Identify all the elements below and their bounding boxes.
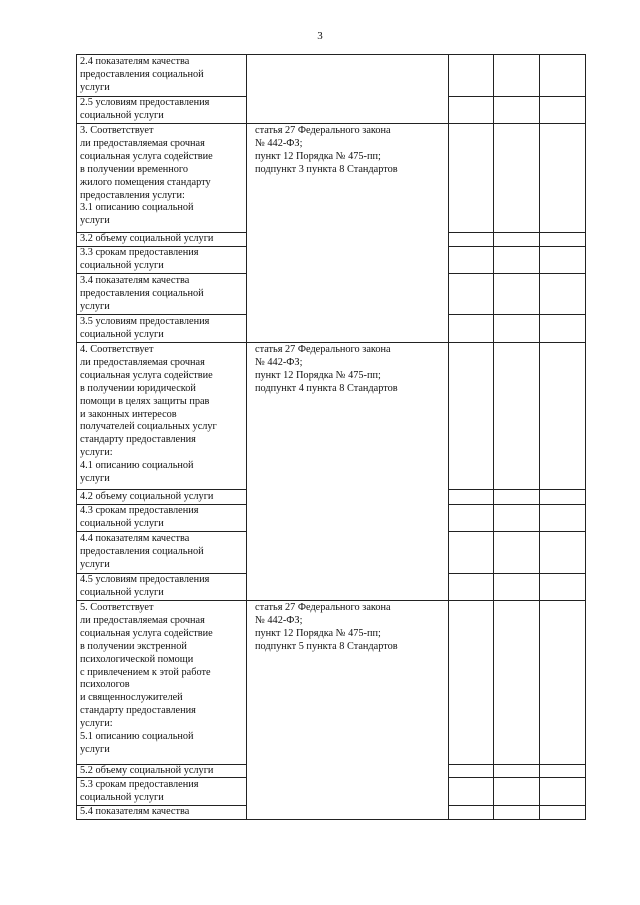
row-4-4-label: 4.4 показателям качества предоставления социальной услуги — [80, 533, 204, 570]
table-border-top — [76, 54, 586, 55]
row-divider — [448, 246, 586, 247]
row-divider — [448, 573, 586, 574]
column-divider — [539, 54, 540, 819]
row-3-label: 3. Соответствует ли предоставляемая срочная социальная услуга содействие в получении временного жилого помещения стандарту предоставления услуги: 3.1 описанию социальной услуги — [80, 125, 213, 227]
row-divider — [448, 504, 586, 505]
reference-section-5: статья 27 Федерального закона № 442-ФЗ; пункт 12 Порядка № 475-пп; подпункт 5 пункта 8 Стандартов — [255, 602, 398, 652]
row-3-4-label: 3.4 показателям качества предоставления социальной услуги — [80, 275, 204, 312]
section-divider — [76, 342, 586, 343]
reference-section-3: статья 27 Федерального закона № 442-ФЗ; пункт 12 Порядка № 475-пп; подпункт 3 пункта 8 Стандартов — [255, 125, 398, 175]
row-4-5-label: 4.5 условиям предоставления социальной услуги — [80, 574, 210, 598]
table-border-right — [585, 54, 586, 819]
section-divider — [76, 123, 586, 124]
reference-section-4: статья 27 Федерального закона № 442-ФЗ; пункт 12 Порядка № 475-пп; подпункт 4 пункта 8 Стандартов — [255, 344, 398, 394]
row-5-label: 5. Соответствует ли предоставляемая срочная социальная услуга содействие в получении экстренной психологической помощи с привлечением к этой работе психологов и священнослужителей стандарту предоставления услуги: 5.1 описанию социальной услуги — [80, 602, 213, 755]
row-divider — [448, 531, 586, 532]
section-divider — [76, 600, 586, 601]
row-5-2-label: 5.2 объему социальной услуги — [80, 765, 214, 776]
table-border-bottom — [76, 819, 586, 820]
row-3-3-label: 3.3 срокам предоставления социальной услуги — [80, 247, 199, 271]
row-divider — [448, 273, 586, 274]
column-divider — [493, 54, 494, 819]
row-divider — [76, 489, 246, 490]
row-2-5-label: 2.5 условиям предоставления социальной услуги — [80, 97, 210, 121]
row-4-2-label: 4.2 объему социальной услуги — [80, 491, 214, 502]
row-3-2-label: 3.2 объему социальной услуги — [80, 233, 214, 244]
row-4-3-label: 4.3 срокам предоставления социальной услуги — [80, 505, 199, 529]
row-2-4-label: 2.4 показателям качества предоставления социальной услуги — [80, 56, 204, 93]
row-5-4-label: 5.4 показателям качества — [80, 806, 190, 817]
row-divider — [448, 777, 586, 778]
column-divider — [448, 54, 449, 819]
row-divider — [76, 273, 246, 274]
row-divider — [448, 232, 586, 233]
row-divider — [448, 314, 586, 315]
row-divider — [448, 764, 586, 765]
row-divider — [448, 489, 586, 490]
row-5-3-label: 5.3 срокам предоставления социальной услуги — [80, 779, 199, 803]
row-divider — [448, 96, 586, 97]
page-number: 3 — [317, 30, 323, 42]
row-divider — [448, 805, 586, 806]
table-border-left — [76, 54, 77, 819]
column-divider — [246, 54, 247, 819]
row-divider — [76, 314, 246, 315]
row-3-5-label: 3.5 условиям предоставления социальной услуги — [80, 316, 210, 340]
row-divider — [76, 531, 246, 532]
row-4-label: 4. Соответствует ли предоставляемая срочная социальная услуга содействие в получении юридической помощи в целях защиты прав и законных интересов получателей социальных услуг стандарту предоставления услуги: 4.1 описанию социальной услуги — [80, 344, 217, 485]
